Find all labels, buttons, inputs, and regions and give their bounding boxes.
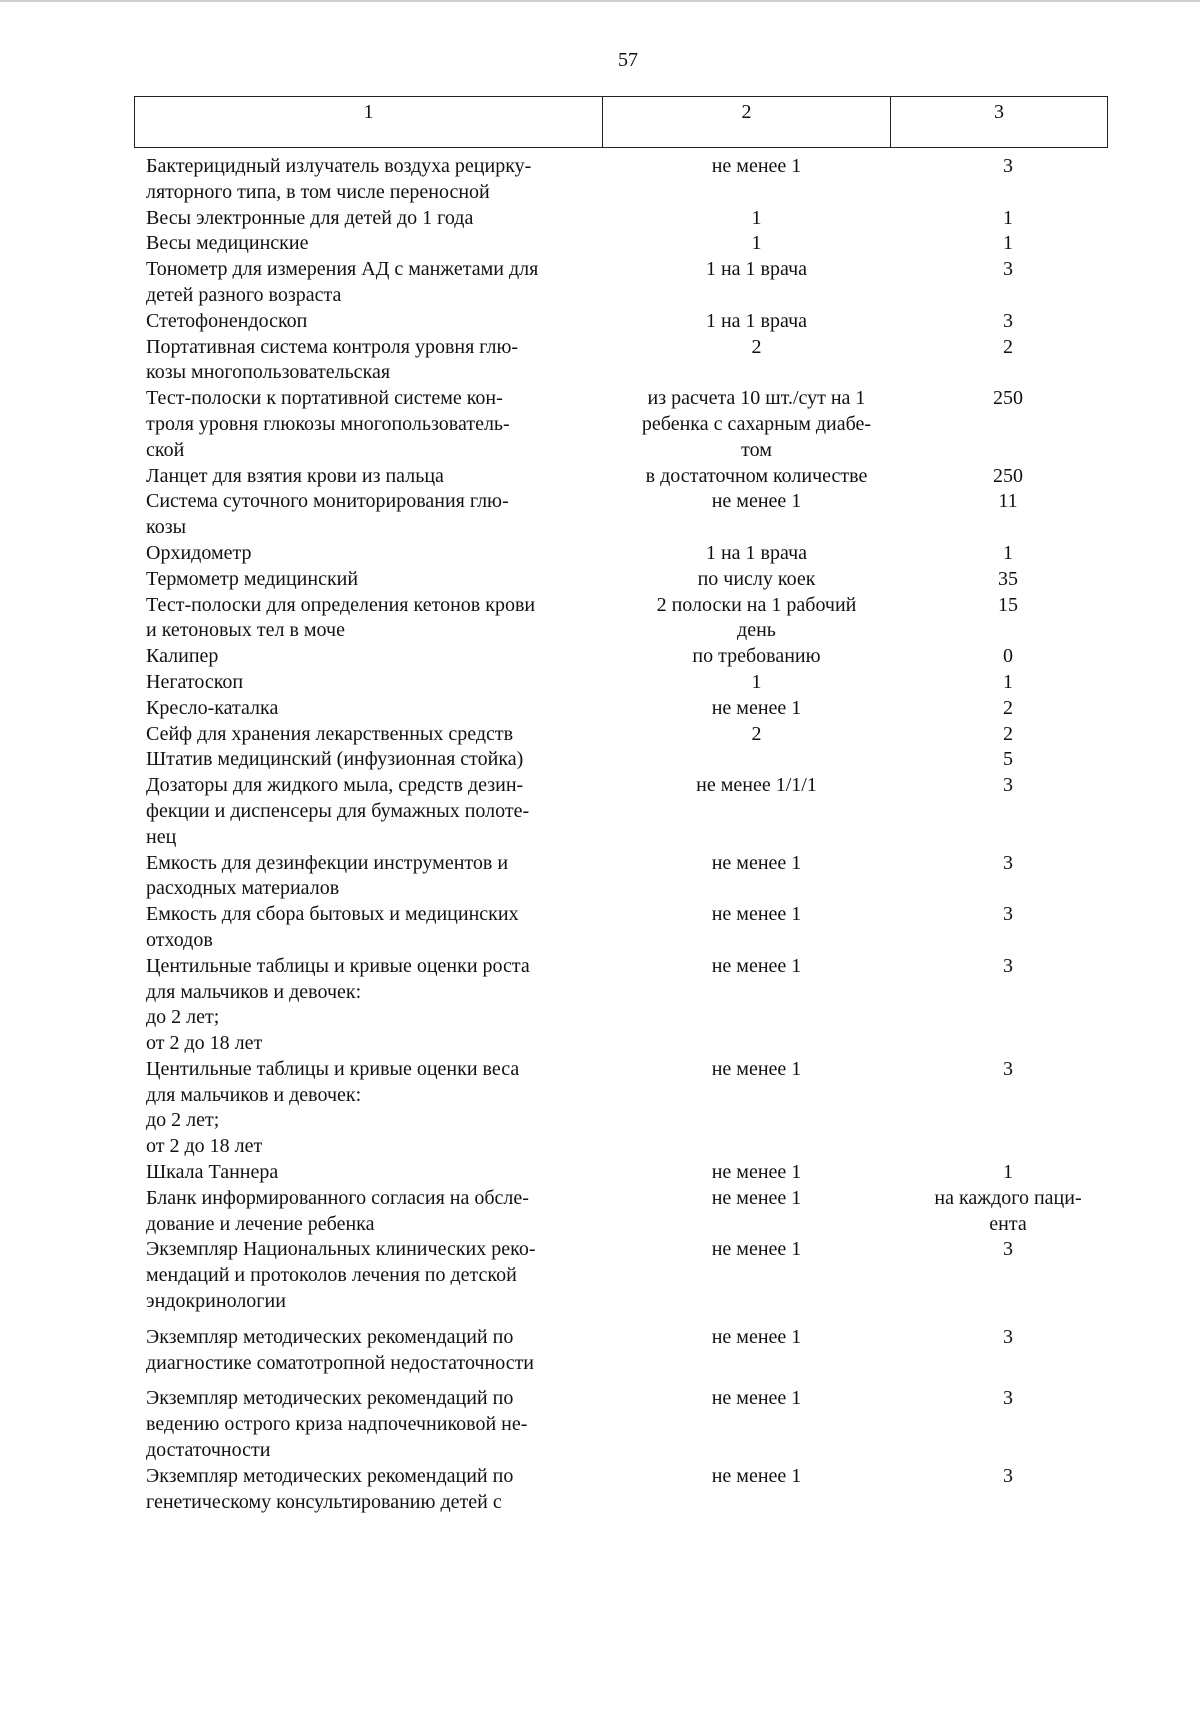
item-name-cell-line: Сейф для хранения лекарственных средств: [146, 722, 514, 745]
item-name-cell-line: козы многопользовательская: [146, 361, 391, 384]
table-row: [134, 593, 1116, 645]
item-quantity-cell-line: не менее 1: [711, 1387, 802, 1410]
item-name-cell: [134, 954, 613, 1057]
item-quantity-cell: [613, 954, 900, 1057]
item-count-cell-line: 1: [1003, 232, 1013, 255]
item-name-cell-line: Шкала Таннера: [146, 1161, 279, 1184]
item-name-cell-line: генетическому консультированию детей с: [146, 1490, 502, 1513]
item-count-cell-line: 1: [1003, 206, 1013, 229]
table-row: [134, 231, 1116, 257]
item-name-cell: [134, 902, 613, 954]
item-quantity-cell-line: в достаточном количестве: [645, 464, 868, 487]
item-name-cell-line: Экземпляр методических рекомендаций по: [146, 1464, 514, 1487]
item-name-cell: [134, 1057, 613, 1160]
item-count-cell-line: 3: [1003, 1464, 1013, 1487]
item-count-cell-line: 1: [1003, 541, 1013, 564]
item-name-cell: [134, 1237, 613, 1314]
item-count-cell-line: 3: [1003, 851, 1013, 874]
item-name-cell-line: до 2 лет;: [146, 1109, 220, 1132]
item-name-cell-line: козы: [146, 516, 187, 539]
item-quantity-cell-line: не менее 1/1/1: [696, 774, 817, 797]
item-count-cell: [900, 593, 1116, 645]
item-name-cell-line: Центильные таблицы и кривые оценки роста: [146, 954, 530, 977]
item-name-cell-line: ляторного типа, в том числе переносной: [146, 180, 490, 203]
item-name-cell: [134, 231, 613, 257]
item-count-cell: [900, 696, 1116, 722]
item-name-cell-line: Орхидометр: [146, 541, 252, 564]
item-name-cell-line: Стетофонендоскоп: [146, 309, 308, 332]
item-name-cell-line: троля уровня глюкозы многопользователь-: [146, 412, 510, 435]
item-count-cell-line: 2: [1003, 722, 1013, 745]
item-quantity-cell: [613, 1325, 900, 1377]
item-name-cell-line: Ланцет для взятия крови из пальца: [146, 464, 444, 487]
item-quantity-cell-line: 1 на 1 врача: [705, 541, 808, 564]
header-row: [135, 97, 1108, 148]
item-name-cell: [134, 464, 613, 490]
item-quantity-cell-line: 1: [751, 206, 762, 229]
item-name-cell: [134, 1160, 613, 1186]
item-name-cell: [134, 1325, 613, 1377]
table-row: [134, 902, 1116, 954]
table-row: [134, 644, 1116, 670]
item-quantity-cell-line: день: [737, 619, 776, 642]
table-row: [134, 954, 1116, 1057]
item-name-cell-line: Емкость для сбора бытовых и медицинских: [146, 903, 519, 926]
item-quantity-cell-line: 2: [751, 722, 762, 745]
item-quantity-cell: [613, 335, 900, 387]
item-count-cell-line: 250: [993, 387, 1023, 410]
item-count-cell-line: 2: [1003, 696, 1013, 719]
item-quantity-cell: [613, 489, 900, 541]
item-name-cell-line: Калипер: [146, 645, 219, 668]
item-count-cell-line: 3: [1003, 309, 1013, 332]
item-quantity-cell-line: не менее 1: [711, 1238, 802, 1261]
item-count-cell: [900, 1186, 1116, 1238]
item-quantity-cell-line: не менее 1: [711, 1464, 802, 1487]
scan-edge-line: [0, 0, 1200, 2]
row-spacer-cell: [613, 1315, 900, 1325]
item-quantity-cell: [613, 206, 900, 232]
item-count-cell: [900, 489, 1116, 541]
item-name-cell-line: Экземпляр методических рекомендаций по: [146, 1325, 514, 1348]
row-spacer-cell: [134, 1315, 613, 1325]
table-row: [134, 386, 1116, 463]
table-row: [134, 1186, 1116, 1238]
item-name-cell-line: Тест-полоски для определения кетонов крови: [146, 593, 536, 616]
item-name-cell-line: фекции и диспенсеры для бумажных полоте-: [146, 799, 530, 822]
item-name-cell-line: ской: [146, 438, 185, 461]
item-name-cell-line: Тонометр для измерения АД с манжетами для: [146, 258, 539, 281]
row-spacer-cell: [134, 1376, 613, 1386]
item-count-cell: [900, 154, 1116, 206]
item-quantity-cell-line: 1 на 1 врача: [705, 309, 808, 332]
item-quantity-cell: [613, 1386, 900, 1463]
item-name-cell-line: дование и лечение ребенка: [146, 1212, 375, 1235]
item-count-cell-line: 3: [1003, 1057, 1013, 1080]
row-spacer-cell: [900, 1315, 1116, 1325]
item-name-cell-line: Бланк информированного согласия на обсле-: [146, 1186, 529, 1209]
item-name-cell: [134, 1386, 613, 1463]
item-quantity-cell: [613, 567, 900, 593]
item-name-cell: [134, 541, 613, 567]
item-name-cell-line: детей разного возраста: [146, 283, 342, 306]
item-name-cell-line: Весы медицинские: [146, 232, 309, 255]
table-row: [134, 722, 1116, 748]
item-name-cell: [134, 851, 613, 903]
item-name-cell-line: эндокринологии: [146, 1290, 286, 1313]
item-count-cell-line: 35: [998, 567, 1018, 590]
item-count-cell-line: 3: [1003, 1387, 1013, 1410]
table-row: [134, 206, 1116, 232]
item-name-cell-line: Бактерицидный излучатель воздуха рецирку-: [146, 155, 532, 177]
table-row: [134, 309, 1116, 335]
item-quantity-cell: [613, 541, 900, 567]
item-count-cell-line: 3: [1003, 258, 1013, 281]
item-quantity-cell: [613, 231, 900, 257]
item-count-cell: [900, 851, 1116, 903]
item-count-cell: [900, 257, 1116, 309]
item-name-cell: [134, 670, 613, 696]
item-name-cell: [134, 773, 613, 850]
item-count-cell: [900, 1057, 1116, 1160]
item-count-cell: [900, 1325, 1116, 1377]
item-count-cell: [900, 1464, 1116, 1516]
header-column-3: 3: [891, 97, 1108, 148]
item-count-cell: [900, 954, 1116, 1057]
item-quantity-cell-line: по требованию: [692, 645, 821, 668]
item-name-cell: [134, 593, 613, 645]
table-row: [134, 335, 1116, 387]
table-row: [134, 154, 1116, 206]
item-quantity-cell-line: том: [741, 438, 772, 461]
item-name-cell-line: до 2 лет;: [146, 1006, 220, 1029]
item-count-cell: [900, 541, 1116, 567]
item-name-cell-line: Система суточного мониторирования глю-: [146, 490, 509, 513]
item-name-cell: [134, 1186, 613, 1238]
item-name-cell-line: нец: [146, 825, 177, 848]
item-name-cell-line: отходов: [146, 928, 213, 951]
table-row: [134, 747, 1116, 773]
item-name-cell: [134, 1464, 613, 1516]
item-count-cell: [900, 1386, 1116, 1463]
item-name-cell-line: Экземпляр методических рекомендаций по: [146, 1387, 514, 1410]
item-quantity-cell-line: не менее 1: [711, 1057, 802, 1080]
item-count-cell-line: 3: [1003, 774, 1013, 797]
item-quantity-cell: [613, 696, 900, 722]
item-name-cell-line: и кетоновых тел в моче: [146, 619, 345, 642]
table-row: [134, 1386, 1116, 1463]
table-row: [134, 773, 1116, 850]
item-name-cell: [134, 644, 613, 670]
item-quantity-cell-line: 2 полоски на 1 рабочий: [656, 593, 857, 616]
item-count-cell: [900, 773, 1116, 850]
header-column-2: 2: [603, 97, 891, 148]
item-count-cell: [900, 309, 1116, 335]
item-name-cell-line: от 2 до 18 лет: [146, 1135, 263, 1158]
item-count-cell-line: 3: [1003, 155, 1013, 177]
item-name-cell-line: Дозаторы для жидкого мыла, средств дезин-: [146, 774, 524, 797]
item-quantity-cell-line: не менее 1: [711, 903, 802, 926]
item-name-cell-line: Кресло-каталка: [146, 696, 279, 719]
table-row: [134, 1237, 1116, 1314]
item-count-cell-line: 5: [1003, 748, 1013, 771]
item-quantity-cell-line: 1: [751, 670, 762, 693]
item-quantity-cell-line: не менее 1: [711, 954, 802, 977]
row-spacer-cell: [900, 1376, 1116, 1386]
item-count-cell-line: 1: [1003, 670, 1013, 693]
item-quantity-cell-line: не менее 1: [711, 155, 802, 177]
item-quantity-cell: [613, 902, 900, 954]
table-row: [134, 1464, 1116, 1516]
item-quantity-cell: [613, 464, 900, 490]
item-name-cell: [134, 489, 613, 541]
item-quantity-cell: [613, 670, 900, 696]
item-name-cell-line: Тест-полоски к портативной системе кон-: [146, 387, 503, 410]
item-name-cell-line: Центильные таблицы и кривые оценки веса: [146, 1057, 520, 1080]
item-count-cell: [900, 644, 1116, 670]
item-name-cell-line: расходных материалов: [146, 877, 340, 900]
item-name-cell: [134, 386, 613, 463]
item-name-cell-line: для мальчиков и девочек:: [146, 1083, 362, 1106]
header-column-1: 1: [135, 97, 603, 148]
row-spacer-cell: [613, 1376, 900, 1386]
item-quantity-cell: [613, 747, 900, 773]
item-name-cell-line: достаточности: [146, 1439, 271, 1462]
table-header: [134, 96, 1108, 148]
item-quantity-cell-line: 1 на 1 врача: [705, 258, 808, 281]
item-quantity-cell-line: не менее 1: [711, 696, 802, 719]
item-count-cell-line: 0: [1003, 645, 1013, 668]
item-quantity-cell: [613, 154, 900, 206]
table-row: [134, 1057, 1116, 1160]
item-name-cell-line: от 2 до 18 лет: [146, 1032, 263, 1055]
item-name-cell: [134, 309, 613, 335]
item-quantity-cell: [613, 257, 900, 309]
item-quantity-cell-line: не менее 1: [711, 1325, 802, 1348]
item-name-cell-line: ведению острого криза надпочечниковой не-: [146, 1413, 528, 1436]
item-quantity-cell-line: по числу коек: [697, 567, 816, 590]
row-spacer: [134, 1376, 1116, 1386]
item-count-cell: [900, 670, 1116, 696]
item-quantity-cell: [613, 386, 900, 463]
item-count-cell-line: 1: [1003, 1161, 1013, 1184]
item-count-cell-line: 3: [1003, 903, 1013, 926]
item-quantity-cell: [613, 1464, 900, 1516]
table-row: [134, 670, 1116, 696]
item-quantity-cell: [613, 773, 900, 850]
item-count-cell-line: 11: [998, 490, 1018, 513]
item-quantity-cell: [613, 1186, 900, 1238]
item-count-cell-line: 3: [1003, 954, 1013, 977]
item-count-cell-line: 15: [998, 593, 1018, 616]
item-quantity-cell-line: ребенка с сахарным диабе-: [641, 412, 872, 435]
item-count-cell: [900, 335, 1116, 387]
item-quantity-cell-line: не менее 1: [711, 1186, 802, 1209]
item-name-cell: [134, 206, 613, 232]
item-count-cell: [900, 231, 1116, 257]
item-name-cell: [134, 154, 613, 206]
item-count-cell-line: 3: [1003, 1325, 1013, 1348]
item-count-cell: [900, 206, 1116, 232]
item-quantity-cell: [613, 1237, 900, 1314]
table-row: [134, 541, 1116, 567]
item-name-cell-line: Портативная система контроля уровня глю-: [146, 335, 519, 358]
item-quantity-cell-line: 1: [751, 232, 762, 255]
item-count-cell-line: ента: [989, 1212, 1027, 1235]
table-row: [134, 1325, 1116, 1377]
item-count-cell: [900, 722, 1116, 748]
equipment-table: [134, 154, 1116, 1515]
item-quantity-cell: [613, 722, 900, 748]
item-name-cell-line: для мальчиков и девочек:: [146, 980, 362, 1003]
item-count-cell: [900, 1237, 1116, 1314]
row-spacer: [134, 1315, 1116, 1325]
page-number: 57: [618, 49, 638, 71]
item-count-cell-line: на каждого паци-: [934, 1186, 1082, 1209]
item-count-cell-line: 2: [1003, 335, 1013, 358]
item-quantity-cell: [613, 851, 900, 903]
item-quantity-cell: [613, 593, 900, 645]
item-name-cell: [134, 747, 613, 773]
table-row: [134, 489, 1116, 541]
item-count-cell-line: 250: [993, 464, 1023, 487]
item-quantity-cell: [613, 1057, 900, 1160]
table-row: [134, 257, 1116, 309]
item-count-cell: [900, 1160, 1116, 1186]
table-row: [134, 696, 1116, 722]
item-name-cell-line: Весы электронные для детей до 1 года: [146, 206, 474, 229]
item-name-cell: [134, 257, 613, 309]
item-count-cell: [900, 567, 1116, 593]
item-name-cell-line: Емкость для дезинфекции инструментов и: [146, 851, 509, 874]
table-row: [134, 1160, 1116, 1186]
item-name-cell: [134, 567, 613, 593]
item-name-cell: [134, 335, 613, 387]
item-quantity-cell-line: из расчета 10 шт./сут на 1: [647, 387, 866, 410]
item-name-cell-line: мендаций и протоколов лечения по детской: [146, 1264, 517, 1287]
item-quantity-cell-line: не менее 1: [711, 1161, 802, 1184]
item-name-cell-line: диагностике соматотропной недостаточности: [146, 1351, 535, 1374]
item-quantity-cell: [613, 1160, 900, 1186]
item-quantity-cell-line: не менее 1: [711, 851, 802, 874]
table-row: [134, 851, 1116, 903]
item-quantity-cell: [613, 309, 900, 335]
item-quantity-cell: [613, 644, 900, 670]
item-quantity-cell-line: не менее 1: [711, 490, 802, 513]
item-name-cell-line: Экземпляр Национальных клинических реко-: [146, 1238, 536, 1261]
item-name-cell-line: Штатив медицинский (инфузионная стойка): [146, 748, 524, 771]
equipment-table-body: [134, 154, 1116, 1515]
item-name-cell-line: Термометр медицинский: [146, 567, 359, 590]
table-row: [134, 464, 1116, 490]
item-count-cell: [900, 386, 1116, 463]
item-count-cell-line: 3: [1003, 1238, 1013, 1261]
item-count-cell: [900, 902, 1116, 954]
item-name-cell: [134, 722, 613, 748]
item-name-cell-line: Негатоскоп: [146, 670, 244, 693]
item-count-cell: [900, 464, 1116, 490]
item-quantity-cell-line: 2: [751, 335, 762, 358]
item-count-cell: [900, 747, 1116, 773]
table-row: [134, 567, 1116, 593]
item-name-cell: [134, 696, 613, 722]
